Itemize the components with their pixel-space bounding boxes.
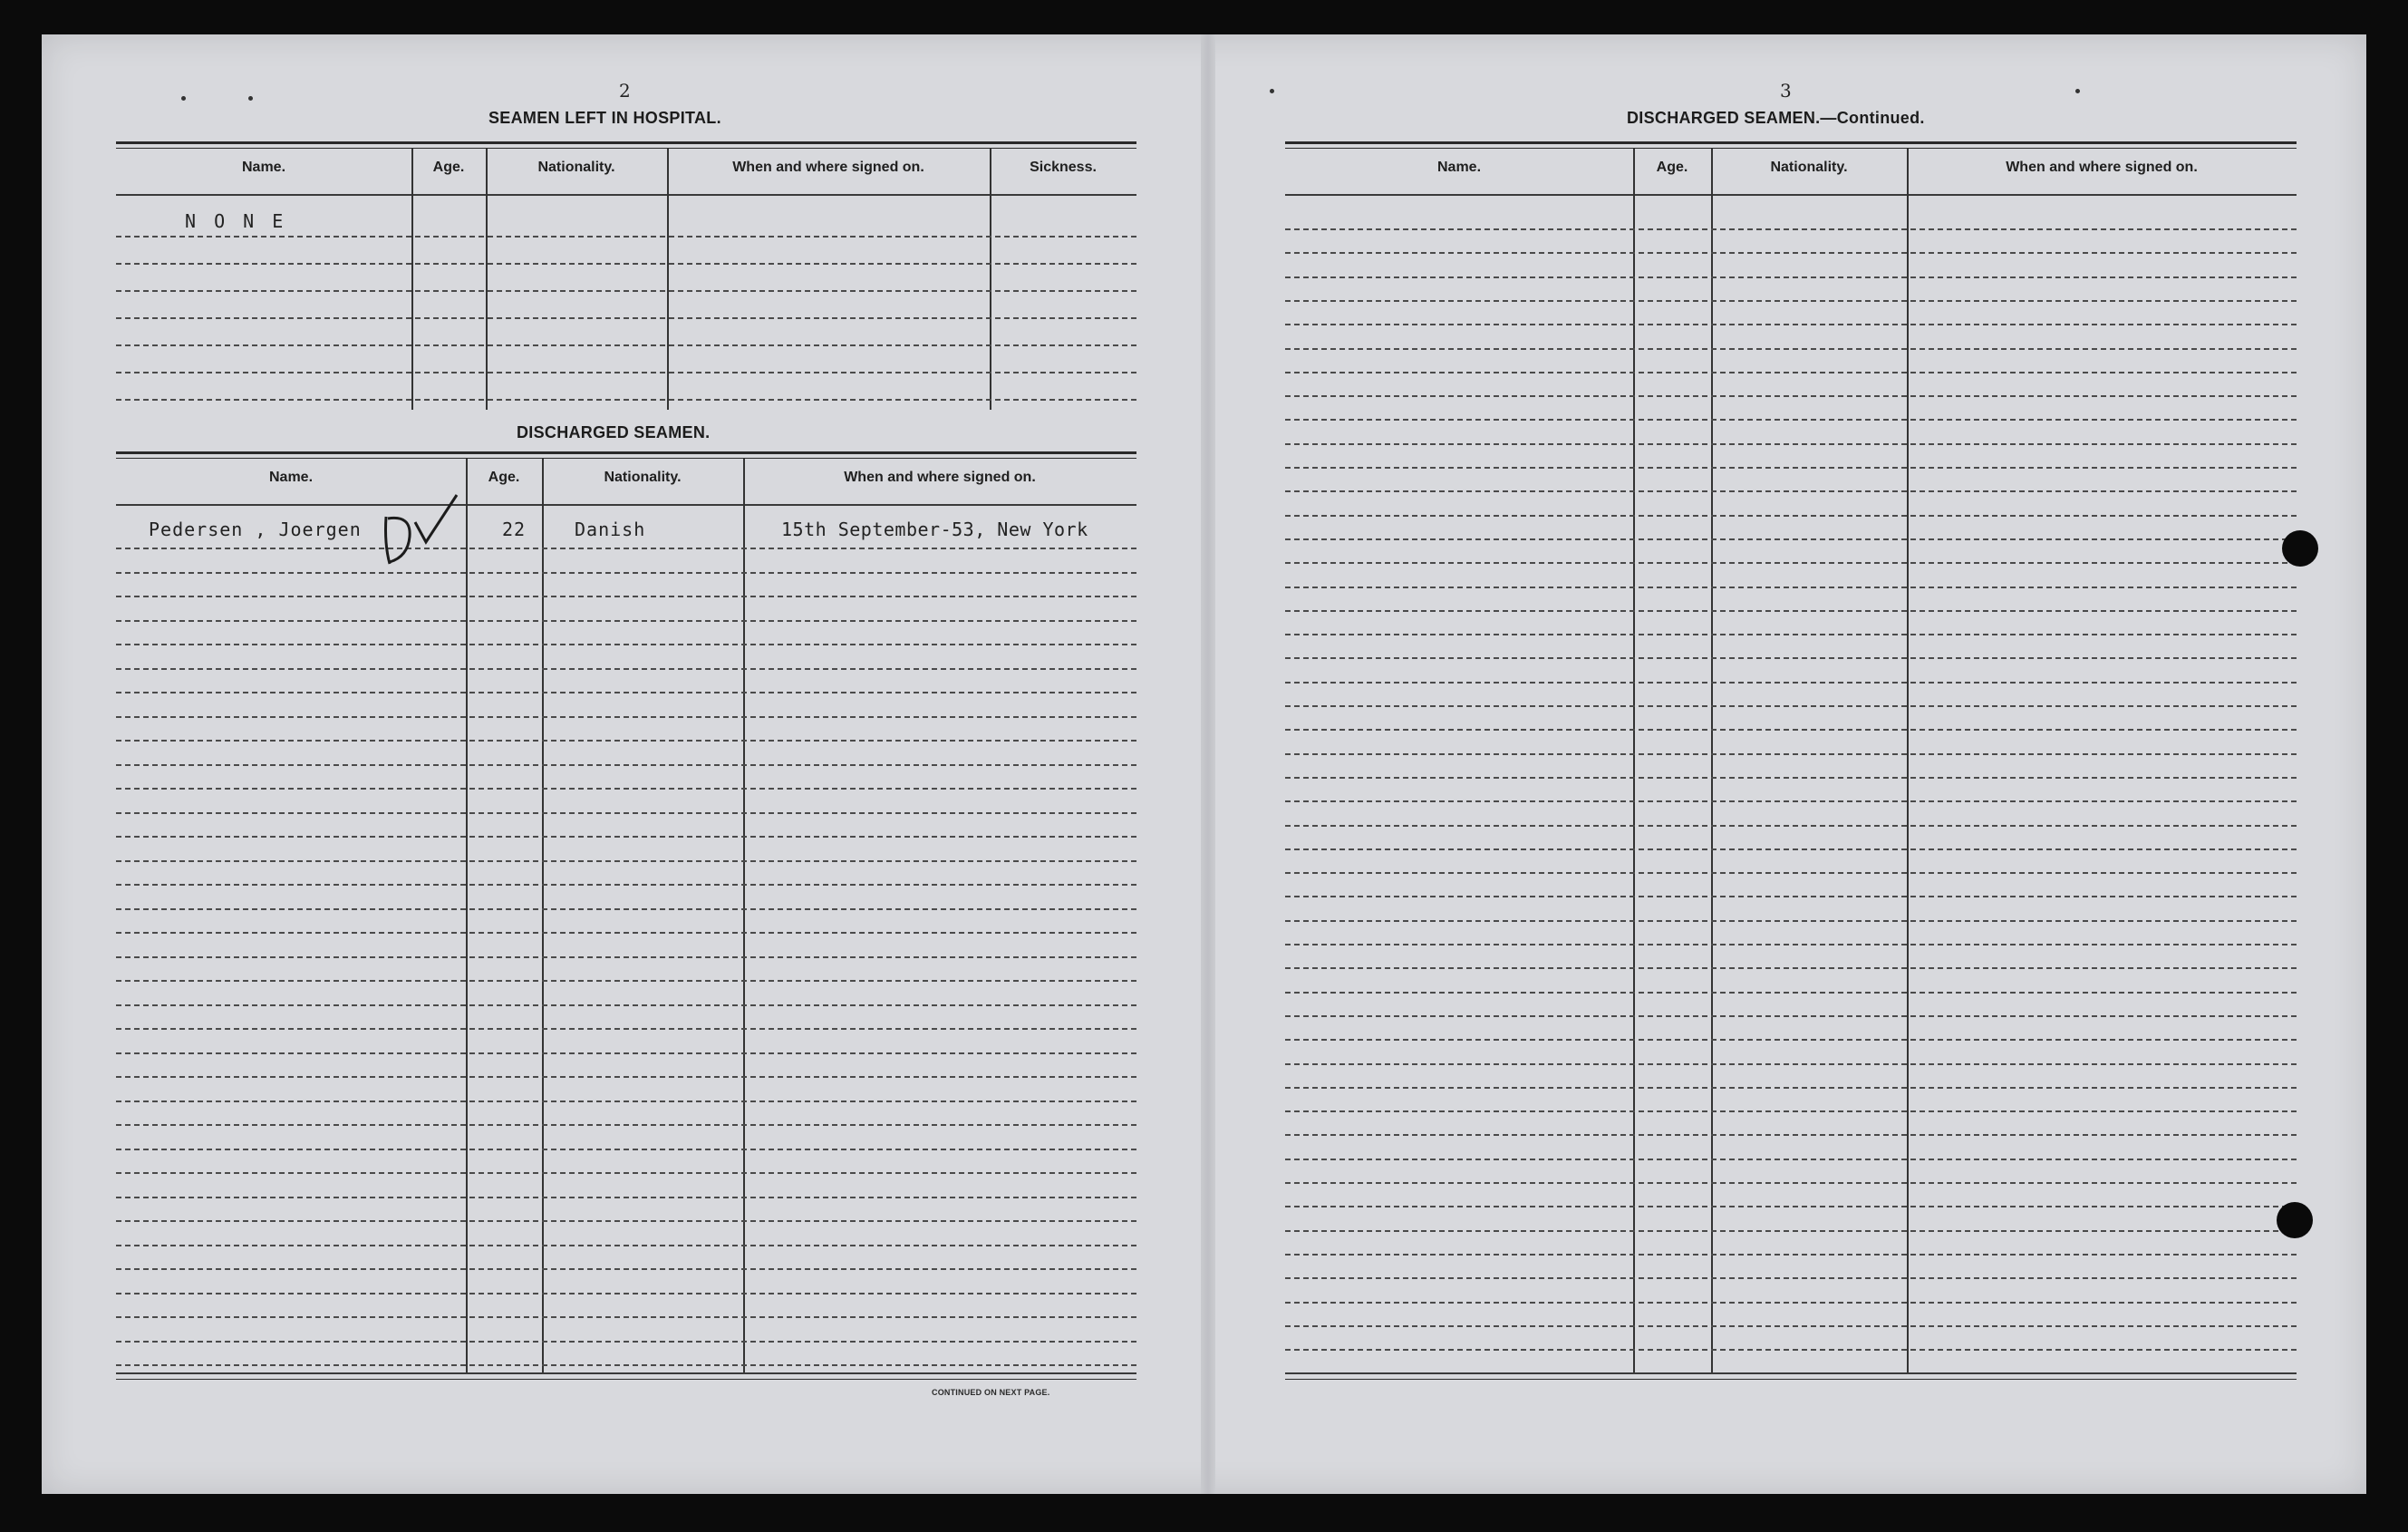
- row-line: [116, 344, 1136, 346]
- col-header-nationality: Nationality.: [1770, 160, 1848, 175]
- row-line: [116, 716, 1136, 718]
- row-line: [116, 788, 1136, 790]
- col-header-name: Name.: [1436, 160, 1482, 175]
- row-line: [1285, 395, 2297, 397]
- row-line: [1285, 729, 2297, 731]
- col-header-signed-on: When and where signed on.: [2006, 160, 2198, 175]
- column-divider: [1711, 149, 1713, 1374]
- row-line: [116, 548, 1136, 549]
- row-line: [1285, 443, 2297, 445]
- column-divider: [411, 149, 413, 410]
- row-line: [116, 1220, 1136, 1222]
- discharged-table-left: [116, 448, 1136, 1382]
- row-line: [1285, 1349, 2297, 1351]
- row-line: [116, 884, 1136, 886]
- row-line: [116, 1293, 1136, 1294]
- row-line: [1285, 490, 2297, 492]
- rule: [1285, 1379, 2297, 1380]
- discharged-continued-title: DISCHARGED SEAMEN.—Continued.: [1627, 109, 1925, 127]
- row-line: [116, 1341, 1136, 1343]
- column-divider: [486, 149, 488, 410]
- row-line: [116, 932, 1136, 934]
- row-line: [1285, 896, 2297, 897]
- row-line: [116, 692, 1136, 693]
- row-line: [116, 1316, 1136, 1318]
- row-line: [1285, 348, 2297, 350]
- row-line: [1285, 515, 2297, 517]
- col-header-name: Name.: [268, 470, 314, 485]
- row-line: [116, 836, 1136, 838]
- row-line: [116, 1149, 1136, 1150]
- row-line: [1285, 753, 2297, 755]
- row-line: [1285, 705, 2297, 707]
- row-line: [1285, 634, 2297, 635]
- row-line: [1285, 1182, 2297, 1184]
- row-line: [1285, 1110, 2297, 1112]
- rule: [1285, 148, 2297, 149]
- row-line: [1285, 228, 2297, 230]
- row-line: [1285, 1134, 2297, 1136]
- row-line: [116, 1172, 1136, 1174]
- hospital-table: [116, 138, 1136, 410]
- rule: [116, 451, 1136, 454]
- punch-hole: [2282, 530, 2318, 567]
- row-line: [116, 263, 1136, 265]
- discharged-row-age: 22: [502, 519, 527, 540]
- row-line: [1285, 1325, 2297, 1327]
- row-line: [116, 317, 1136, 319]
- discharged-table-right: [1285, 138, 2297, 1382]
- row-line: [116, 860, 1136, 862]
- row-line: [116, 1076, 1136, 1078]
- hospital-section-title: SEAMEN LEFT IN HOSPITAL.: [488, 109, 721, 127]
- page-number-left: 2: [619, 80, 631, 102]
- row-line: [116, 1245, 1136, 1246]
- punch-hole: [2277, 1202, 2313, 1238]
- row-line: [1285, 682, 2297, 684]
- row-line: [1285, 372, 2297, 373]
- row-line: [116, 1052, 1136, 1054]
- col-header-age: Age.: [1656, 160, 1688, 175]
- row-line: [1285, 1206, 2297, 1207]
- row-line: [116, 1004, 1136, 1006]
- row-line: [1285, 324, 2297, 325]
- row-line: [1285, 587, 2297, 588]
- row-line: [116, 1268, 1136, 1270]
- speck: [248, 96, 253, 101]
- col-header-age: Age.: [432, 160, 465, 175]
- rule: [116, 148, 1136, 149]
- handwritten-checkmark-icon: [370, 480, 469, 571]
- row-line: [1285, 657, 2297, 659]
- rule: [116, 141, 1136, 144]
- column-divider: [1907, 149, 1909, 1374]
- rule: [1285, 194, 2297, 196]
- row-line: [116, 644, 1136, 645]
- row-line: [1285, 562, 2297, 564]
- row-line: [116, 399, 1136, 401]
- row-line: [1285, 1230, 2297, 1232]
- col-header-signed-on: When and where signed on.: [732, 160, 924, 175]
- row-line: [116, 372, 1136, 373]
- col-header-age: Age.: [488, 470, 520, 485]
- row-line: [1285, 967, 2297, 969]
- row-line: [1285, 610, 2297, 612]
- row-line: [1285, 1039, 2297, 1041]
- column-divider: [667, 149, 669, 410]
- row-line: [116, 764, 1136, 766]
- row-line: [1285, 1254, 2297, 1256]
- row-line: [1285, 777, 2297, 779]
- speck: [2075, 89, 2080, 93]
- rule: [116, 504, 1136, 506]
- row-line: [1285, 419, 2297, 421]
- rule: [116, 458, 1136, 459]
- row-line: [1285, 992, 2297, 994]
- row-line: [116, 956, 1136, 958]
- hospital-entry-none: N O N E: [185, 210, 287, 232]
- row-line: [116, 596, 1136, 597]
- col-header-sickness: Sickness.: [1030, 160, 1097, 175]
- row-line: [116, 290, 1136, 292]
- row-line: [116, 908, 1136, 910]
- row-line: [1285, 1302, 2297, 1304]
- discharged-row-name: Pedersen , Joergen: [149, 519, 362, 540]
- rule: [116, 1379, 1136, 1380]
- row-line: [116, 572, 1136, 574]
- row-line: [1285, 872, 2297, 874]
- row-line: [116, 980, 1136, 982]
- row-line: [116, 812, 1136, 814]
- row-line: [116, 1364, 1136, 1366]
- row-line: [1285, 944, 2297, 945]
- row-line: [116, 668, 1136, 670]
- page-gutter: [1201, 34, 1215, 1494]
- discharged-row-nationality: Danish: [575, 519, 646, 540]
- col-header-name: Name.: [241, 160, 286, 175]
- row-line: [1285, 300, 2297, 302]
- row-line: [116, 1124, 1136, 1126]
- row-line: [1285, 920, 2297, 922]
- column-divider: [990, 149, 991, 410]
- col-header-nationality: Nationality.: [604, 470, 682, 485]
- row-line: [116, 1197, 1136, 1198]
- col-header-nationality: Nationality.: [537, 160, 615, 175]
- row-line: [1285, 848, 2297, 850]
- row-line: [1285, 252, 2297, 254]
- rule: [1285, 1372, 2297, 1374]
- rule: [1285, 141, 2297, 144]
- row-line: [116, 1028, 1136, 1030]
- rule: [116, 1372, 1136, 1374]
- row-line: [1285, 1159, 2297, 1160]
- row-line: [1285, 467, 2297, 469]
- row-line: [1285, 825, 2297, 827]
- continued-footnote: CONTINUED ON NEXT PAGE.: [932, 1388, 1050, 1397]
- row-line: [1285, 1015, 2297, 1017]
- column-divider: [1633, 149, 1635, 1374]
- page-number-right: 3: [1780, 80, 1792, 102]
- speck: [1270, 89, 1274, 93]
- speck: [181, 96, 186, 101]
- row-line: [1285, 1063, 2297, 1065]
- row-line: [1285, 538, 2297, 540]
- row-line: [1285, 1277, 2297, 1279]
- discharged-section-title: DISCHARGED SEAMEN.: [517, 423, 711, 441]
- row-line: [1285, 1087, 2297, 1089]
- col-header-signed-on: When and where signed on.: [844, 470, 1036, 485]
- row-line: [1285, 276, 2297, 278]
- row-line: [116, 1101, 1136, 1102]
- row-line: [116, 620, 1136, 622]
- discharged-row-signed-on: 15th September-53, New York: [781, 519, 1088, 540]
- row-line: [1285, 800, 2297, 802]
- row-line: [116, 740, 1136, 742]
- row-line: [116, 236, 1136, 238]
- rule: [116, 194, 1136, 196]
